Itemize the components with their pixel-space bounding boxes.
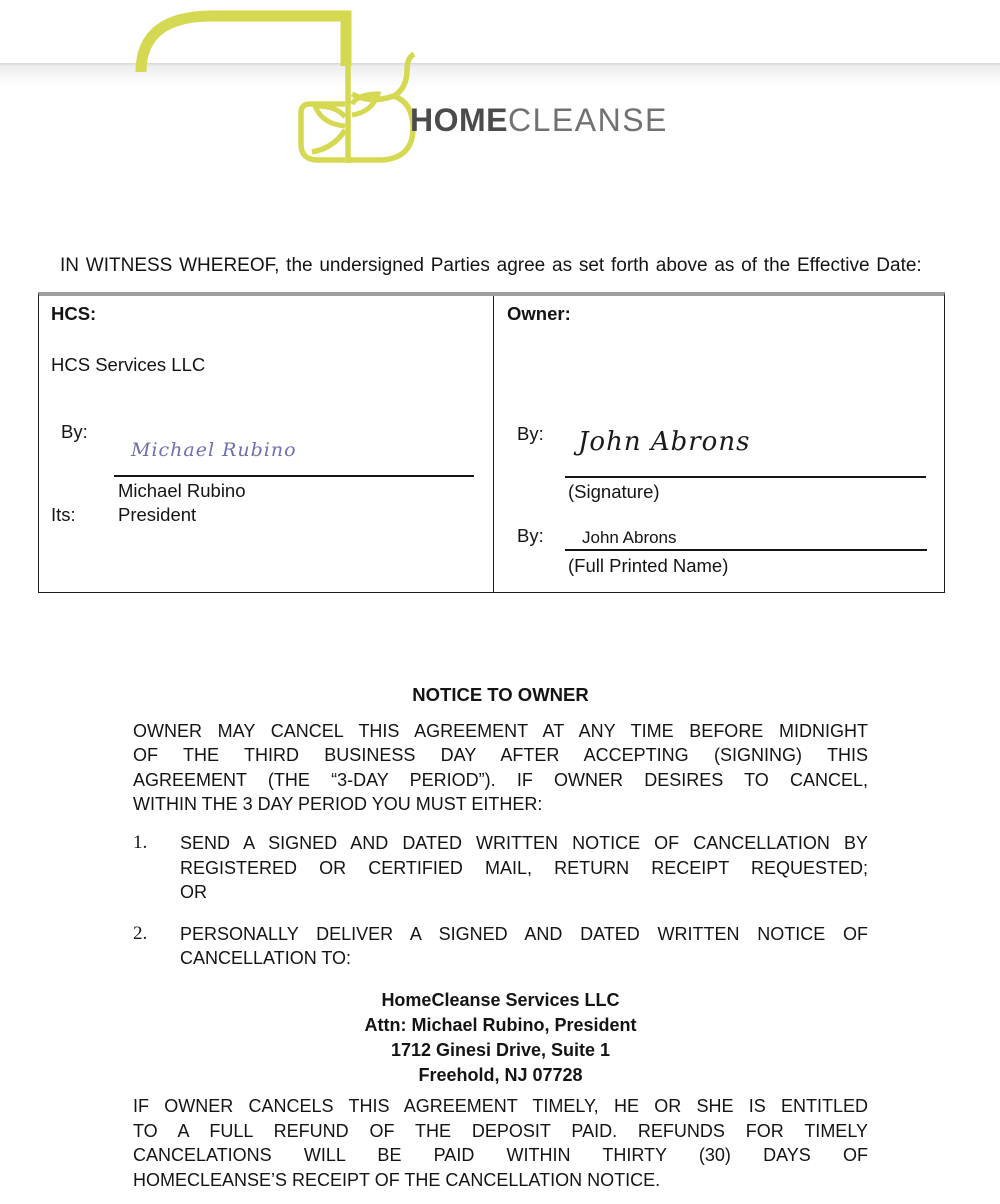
- hcs-title: President: [118, 504, 197, 525]
- hcs-by-label: By:: [61, 421, 88, 442]
- cancellation-address: [133, 988, 868, 1088]
- notice-item-1: [133, 831, 868, 905]
- signature-table: [38, 292, 945, 593]
- address-street: 1712 Ginesi Drive, Suite 1: [390, 1039, 611, 1060]
- witness-clause: IN WITNESS WHEREOF, the undersigned Parties agree as set forth above as of the Effective Date:: [60, 255, 922, 276]
- notice-item-2: [133, 922, 868, 971]
- brand-cleanse: CLEANSE: [508, 102, 668, 138]
- owner-signature-cell: [494, 296, 944, 592]
- hcs-its-label: Its:: [51, 504, 76, 525]
- owner-printed-caption: (Full Printed Name): [568, 555, 729, 576]
- notice-item-2-number: 2.: [133, 922, 148, 944]
- address-attn: Attn: Michael Rubino, President: [364, 1014, 637, 1035]
- brand-home: HOME: [410, 102, 508, 138]
- address-city: Freehold, NJ 07728: [418, 1064, 583, 1085]
- notice-section: [133, 683, 868, 1192]
- owner-signature-caption: (Signature): [568, 481, 660, 502]
- owner-by-label-2: By:: [517, 525, 544, 546]
- hcs-signature-script: Michael Rubino: [131, 439, 297, 461]
- address-company: HomeCleanse Services LLC: [381, 989, 620, 1010]
- leaf-book-logo-icon: [0, 0, 1000, 185]
- notice-item-2-text: PERSONALLY DELIVER A SIGNED AND DATED WRITTEN NOTICE OF CANCELLATION TO:: [180, 923, 868, 969]
- hcs-company: HCS Services LLC: [51, 354, 206, 375]
- hcs-header: HCS:: [51, 303, 97, 324]
- brand-wordmark: [410, 100, 668, 140]
- owner-header: Owner:: [507, 303, 571, 324]
- owner-signature-script: John Abrons: [578, 427, 751, 457]
- owner-printed-line: [565, 549, 927, 551]
- notice-intro-paragraph: OWNER MAY CANCEL THIS AGREEMENT AT ANY TIME BEFORE MIDNIGHT OF THE THIRD BUSINESS DAY AFTER ACCEPTING (SIGNING) THIS AGREEMENT (THE “3-DAY PERIOD”). IF OWNER DESIRES TO CANCEL, WITHIN THE 3 DAY PERIOD YOU MUST EITHER:: [133, 720, 868, 815]
- owner-printed-name: John Abrons: [582, 528, 677, 547]
- page-break-shadow: [0, 63, 1000, 87]
- refund-paragraph: IF OWNER CANCELS THIS AGREEMENT TIMELY, HE OR SHE IS ENTITLED TO A FULL REFUND OF THE DEPOSIT PAID. REFUNDS FOR TIMELY CANCELATIONS WILL BE PAID WITHIN THIRTY (30) DAYS OF HOMECLEANSE’S RECEIPT OF THE CANCELLATION NOTICE.: [133, 1095, 868, 1190]
- hcs-signed-name: Michael Rubino: [118, 480, 246, 501]
- notice-item-1-text: SEND A SIGNED AND DATED WRITTEN NOTICE OF CANCELLATION BY REGISTERED OR CERTIFIED MAIL, RETURN RECEIPT REQUESTED; OR: [180, 832, 868, 903]
- owner-by-label-1: By:: [517, 423, 544, 444]
- owner-signature-line: [565, 476, 926, 478]
- hcs-signature-cell: [39, 296, 494, 592]
- notice-item-1-number: 1.: [133, 831, 148, 853]
- hcs-signature-line: [114, 475, 474, 477]
- notice-title: NOTICE TO OWNER: [412, 684, 589, 705]
